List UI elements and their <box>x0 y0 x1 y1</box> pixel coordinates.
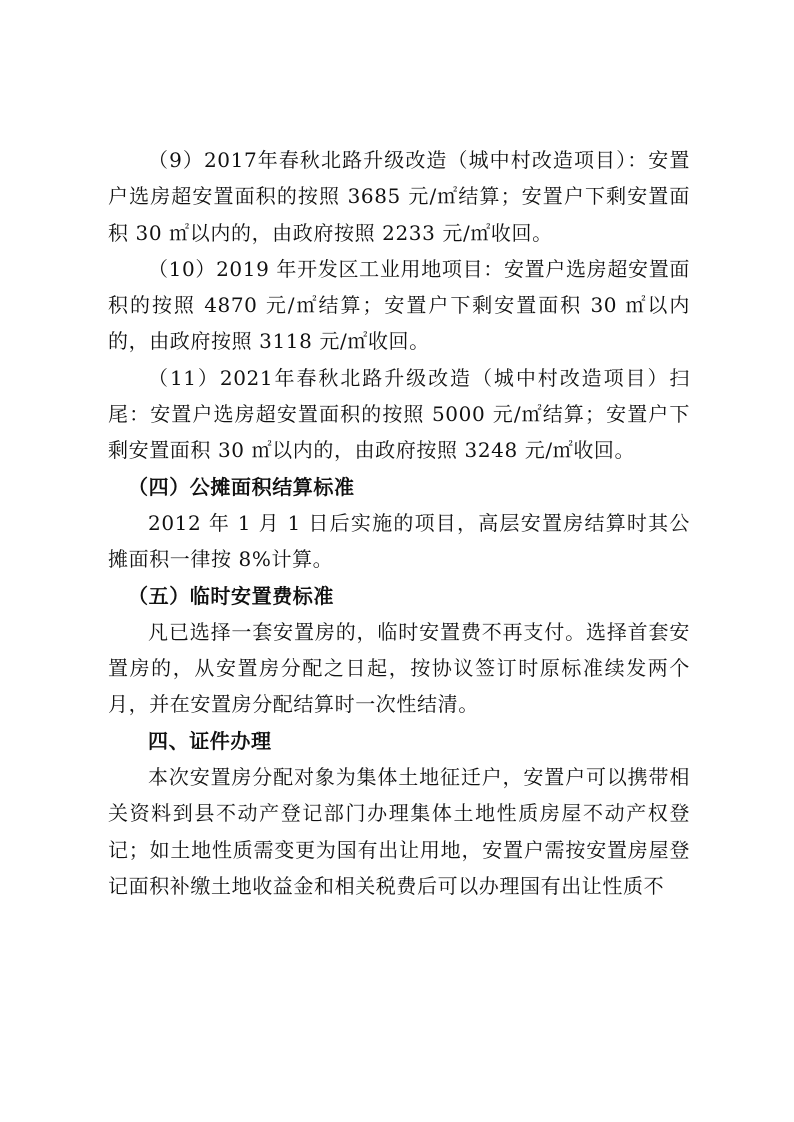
paragraph-temporary-fee: 凡已选择一套安置房的，临时安置费不再支付。选择首套安置房的，从安置房分配之日起，按协议签订时原标准续发两个月，并在安置房分配结算时一次性结清。 <box>108 619 690 717</box>
paragraph-item-10: （10）2019 年开发区工业用地项目：安置户选房超安置面积的按照 4870 元/㎡结算；安置户下剩安置面积 30 ㎡以内的，由政府按照 3118 元/㎡收回。 <box>108 256 690 354</box>
paragraph-certificate: 本次安置房分配对象为集体土地征迁户，安置户可以携带相关资料到县不动产登记部门办理集体土地性质房屋不动产权登记；如土地性质需变更为国有出让用地，安置户需按安置房屋登记面积补缴土地收益金和相关税费后可以办理国有出让性质不 <box>108 765 690 898</box>
paragraph-item-11: （11）2021年春秋北路升级改造（城中村改造项目）扫尾：安置户选房超安置面积的按照 5000 元/㎡结算；安置户下剩安置面积 30 ㎡以内的，由政府按照 3248 元/㎡收回。 <box>108 365 690 463</box>
heading-pool-area-standard: （四）公摊面积结算标准 <box>128 474 355 499</box>
paragraph-pool-area: 2012 年 1 月 1 日后实施的项目，高层安置房结算时其公摊面积一律按 8%计算。 <box>108 510 690 572</box>
paragraph-item-9: （9）2017年春秋北路升级改造（城中村改造项目）：安置户选房超安置面积的按照 3685 元/㎡结算；安置户下剩安置面积 30 ㎡以内的，由政府按照 2233 元/㎡收回。 <box>108 148 690 245</box>
heading-temporary-fee-standard: （五）临时安置费标准 <box>128 583 334 608</box>
heading-certificate-processing: 四、证件办理 <box>148 728 272 753</box>
document-body <box>108 142 690 904</box>
